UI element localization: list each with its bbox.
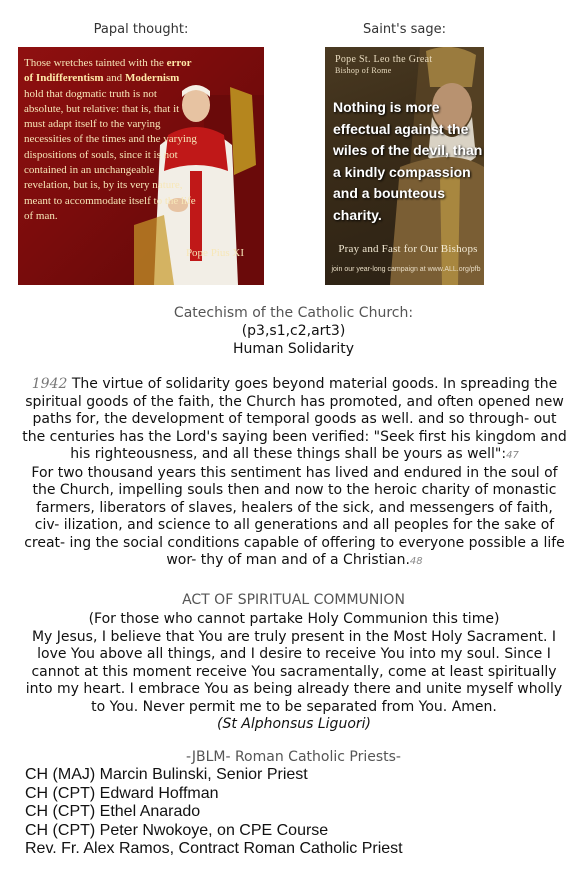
list-item: CH (CPT) Peter Nwokoye, on CPE Course [25,821,329,839]
campaign-title: Pray and Fast for Our Bishops [338,243,478,255]
saint-quote-text: Nothing is more effectual against the wiles of the devil, than a kindly compassion and a bounteous charity. [333,99,483,223]
saint-title: Bishop of Rome [335,66,392,75]
communion-attribution: (St Alphonsus Liguori) [217,716,371,732]
papal-thought-label: Papal thought: [93,22,189,37]
list-item: CH (CPT) Ethel Anarado [25,803,201,820]
papal-signature: Pope Pius XI [185,247,244,259]
communion-prayer-block [20,611,568,734]
saints-sage-label: Saint's sage: [362,22,446,37]
campaign-link-text: join our year-long campaign at www.ALL.org/pfb [331,266,481,273]
list-item: Rev. Fr. Alex Ramos, Contract Roman Catholic Priest [25,840,403,857]
footnote-ref-47: 47 [506,450,519,461]
catechism-topic: Human Solidarity [232,341,355,357]
saint-name: Pope St. Leo the Great [335,54,433,65]
communion-prayer: My Jesus, I believe that You are truly present in the Most Holy Sacrament. I love You above all things, and I desire to receive You into my soul. Since I cannot at this moment receive You sacramentally, come at least spiritually into my heart. I embrace You as being already there and unite myself wholly to You. Never permit me to be separated from You. Amen. [25,628,563,715]
saint-heading [335,54,432,76]
papal-quote-image [18,47,264,285]
catechism-reference: (p3,s1,c2,art3) [241,323,346,339]
catechism-paragraph [22,376,567,571]
papal-quote-text: Those wretches tainted with the error of Indifferentism and Modernism hold that dogmatic truth is not absolute, but relative: that is, that it must adapt itself to the varying necessities of the times and the varying dispositions of souls, since it is not contained in an unchangeable revelation, but is, by its very nature, meant to accommodate itself to the life of man. [24,57,197,222]
list-item: CH (CPT) Edward Hoffman [25,784,219,802]
catechism-text-2: For two thousand years this sentiment has lived and endured in the soul of the Church, impelling souls then and now to the heroic charity of monastic farmers, liberators of slaves, healers of the sick, and messengers of faith, civ- ilization, and science to all generations and all peoples for the sake of creat- ing the social conditions capable of offering to everyone possible a life wor- thy of man and of a Christian. [24,464,565,568]
priests-title: -JBLM- Roman Catholic Priests- [186,749,401,765]
communion-subtitle: (For those who cannot partake Holy Communion this time) [88,611,500,627]
saint-quote-image [325,47,484,285]
catechism-title: Catechism of the Catholic Church: [173,305,414,321]
priests-list [25,766,403,859]
list-item: CH (MAJ) Marcin Bulinski, Senior Priest [25,766,308,783]
footnote-ref-48: 48 [409,556,423,567]
catechism-text-1: The virtue of solidarity goes beyond material goods. In spreading the spiritual goods of the faith, the Church has promoted, and often opened new paths for, the development of temporal goods as well. and so through- out the centuries has the Lord's saying been verified: "Seek first his kingdom and his righteousness, and all these things shall be yours as well": [22,376,567,462]
communion-title: ACT OF SPIRITUAL COMMUNION [182,592,405,608]
paragraph-number: 1942 [31,376,68,392]
